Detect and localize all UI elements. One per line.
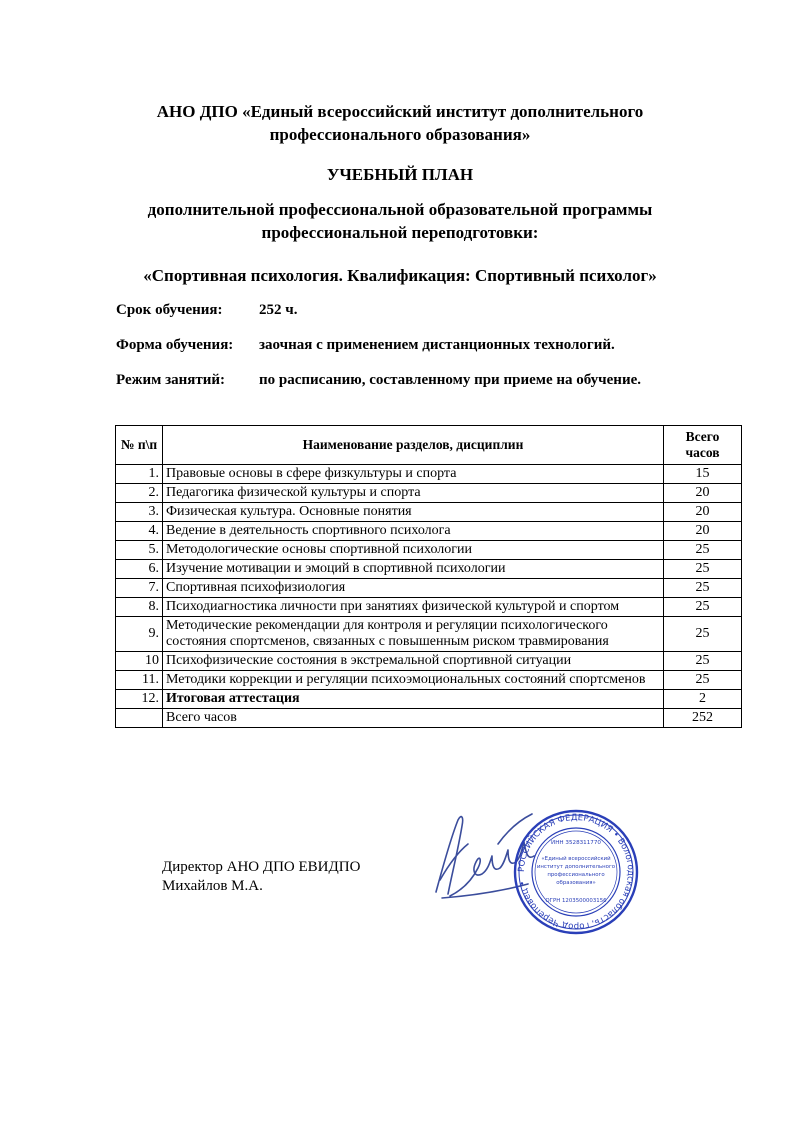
- row-section-name: Методики коррекции и регуляции психоэмоциональных состояний спортсменов: [163, 671, 664, 690]
- row-section-name: Психодиагностика личности при занятиях физической культурой и спортом: [163, 598, 664, 617]
- row-hours: 20: [664, 522, 742, 541]
- table-row: [116, 503, 742, 522]
- program-line-1: дополнительной профессиональной образовательной программы: [147, 200, 653, 219]
- mode-label: Режим занятий:: [116, 372, 226, 388]
- row-section-name: Физическая культура. Основные понятия: [163, 503, 664, 522]
- svg-text:профессионального: профессионального: [547, 872, 605, 878]
- row-hours: 25: [664, 579, 742, 598]
- table-total-row: [116, 709, 742, 728]
- row-number: 5.: [116, 541, 163, 560]
- table-row: [116, 560, 742, 579]
- row-number: 12.: [116, 690, 163, 709]
- header-section-name: Наименование разделов, дисциплин: [163, 426, 664, 465]
- row-section-name: Ведение в деятельность спортивного психолога: [163, 522, 664, 541]
- row-number: 4.: [116, 522, 163, 541]
- row-hours: 2: [664, 690, 742, 709]
- row-section-name: Итоговая аттестация: [163, 690, 664, 709]
- row-hours: 25: [664, 617, 742, 652]
- row-hours: 25: [664, 652, 742, 671]
- row-hours: 15: [664, 465, 742, 484]
- svg-text:образования»: образования»: [556, 880, 596, 886]
- header-hours-line-1: Всего: [685, 429, 720, 444]
- row-section-name: Педагогика физической культуры и спорта: [163, 484, 664, 503]
- duration-label: Срок обучения:: [116, 302, 223, 318]
- director-block: [162, 858, 360, 896]
- row-number: 6.: [116, 560, 163, 579]
- curriculum-table: [115, 425, 742, 728]
- svg-text:институт дополнительного: институт дополнительного: [536, 864, 616, 870]
- mode-row: [116, 372, 641, 389]
- row-hours: 25: [664, 598, 742, 617]
- svg-text:«Единый всероссийский: «Единый всероссийский: [541, 856, 611, 862]
- row-section-name: Методологические основы спортивной психологии: [163, 541, 664, 560]
- row-number: 1.: [116, 465, 163, 484]
- row-number: 3.: [116, 503, 163, 522]
- table-row: [116, 541, 742, 560]
- program-name: «Спортивная психология. Квалификация: Спортивный психолог»: [143, 266, 657, 285]
- program-description: [0, 198, 800, 244]
- table-row: [116, 690, 742, 709]
- table-row: [116, 579, 742, 598]
- header-number: № п\п: [116, 426, 163, 465]
- row-hours: 25: [664, 671, 742, 690]
- header-hours: [664, 426, 742, 465]
- table-row: [116, 617, 742, 652]
- total-hours: 252: [664, 709, 742, 728]
- row-hours: 20: [664, 484, 742, 503]
- row-section-name: Изучение мотивации и эмоций в спортивной психологии: [163, 560, 664, 579]
- form-row: [116, 337, 615, 354]
- director-name: Михайлов М.А.: [162, 878, 263, 894]
- org-line-2: профессионального образования»: [269, 125, 531, 144]
- row-number: 7.: [116, 579, 163, 598]
- program-line-2: профессиональной переподготовки:: [261, 223, 539, 242]
- duration-value: 252 ч.: [259, 302, 298, 318]
- form-label: Форма обучения:: [116, 337, 234, 353]
- row-number: 11.: [116, 671, 163, 690]
- svg-text:ИНН 3528311770: ИНН 3528311770: [551, 840, 601, 846]
- mode-value: по расписанию, составленному при приеме на обучение.: [259, 372, 641, 388]
- table-header-row: [116, 426, 742, 465]
- row-number: 9.: [116, 617, 163, 652]
- table-row: [116, 652, 742, 671]
- row-section-name: Правовые основы в сфере физкультуры и спорта: [163, 465, 664, 484]
- table-row: [116, 598, 742, 617]
- table-row: [116, 671, 742, 690]
- document-title: УЧЕБНЫЙ ПЛАН: [326, 165, 474, 184]
- header-hours-line-2: часов: [685, 445, 720, 460]
- table-row: [116, 522, 742, 541]
- row-hours: 25: [664, 560, 742, 579]
- total-number-cell: [116, 709, 163, 728]
- director-title: Директор АНО ДПО ЕВИДПО: [162, 859, 361, 875]
- table-row: [116, 465, 742, 484]
- row-section-name: Спортивная психофизиология: [163, 579, 664, 598]
- row-number: 8.: [116, 598, 163, 617]
- official-stamp: [512, 808, 640, 936]
- row-number: 10: [116, 652, 163, 671]
- total-label: Всего часов: [163, 709, 664, 728]
- row-hours: 20: [664, 503, 742, 522]
- row-hours: 25: [664, 541, 742, 560]
- duration-row: [116, 302, 297, 319]
- table-row: [116, 484, 742, 503]
- org-line-1: АНО ДПО «Единый всероссийский институт дополнительного: [156, 102, 644, 121]
- row-number: 2.: [116, 484, 163, 503]
- svg-text:ОГРН 1203500003156: ОГРН 1203500003156: [545, 898, 607, 904]
- row-section-name: Психофизические состояния в экстремальной спортивной ситуации: [163, 652, 664, 671]
- row-section-name: Методические рекомендации для контроля и регуляции психологического состояния спортсменов, связанных с повышенным риском травмирования: [163, 617, 664, 652]
- organization-name: [0, 100, 800, 146]
- form-value: заочная с применением дистанционных технологий.: [259, 337, 615, 353]
- svg-text:РОССИЙСКАЯ ФЕДЕРАЦИЯ • Вологод: РОССИЙСКАЯ ФЕДЕРАЦИЯ • Вологодская область, город Череповец •: [516, 812, 636, 932]
